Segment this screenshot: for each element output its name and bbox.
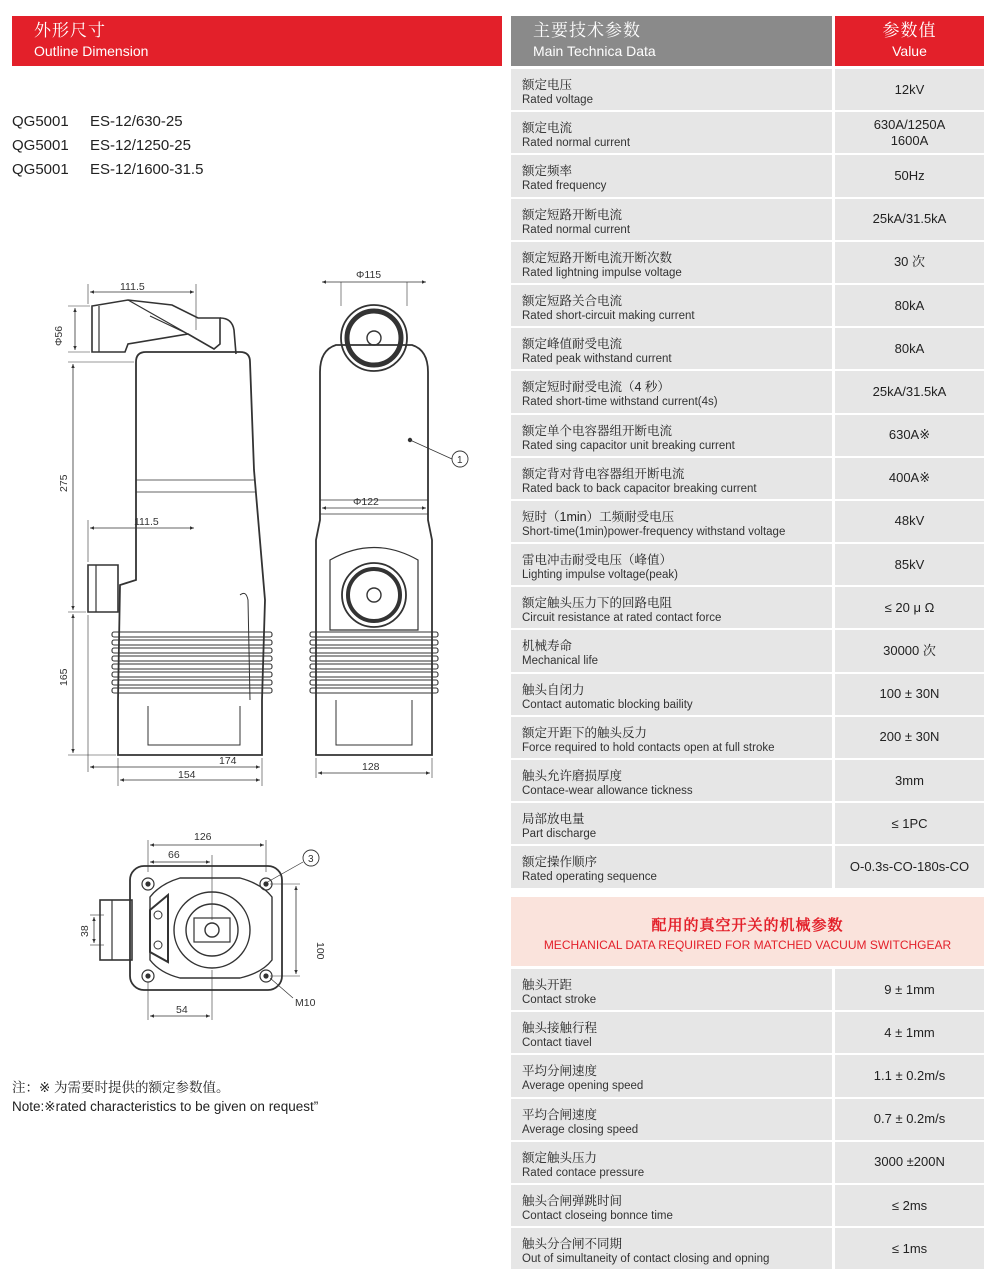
model-spec: ES-12/1250-25 [90,137,191,154]
param-cell [511,587,832,628]
model-spec: ES-12/630-25 [90,113,183,130]
dim-111-5-mid: 111.5 [134,516,159,528]
param-cell [511,803,832,844]
mechanical-data-banner [511,897,984,966]
value-cell: ≤ 20 μ Ω [835,587,984,628]
value-cell [835,112,984,153]
header-title-en: Outline Dimension [34,43,149,59]
dim-m10: M10 [295,997,316,1009]
value-cell: ≤ 1ms [835,1228,984,1269]
param-en: Rated operating sequence [522,871,657,884]
param-zh: 局部放电量 [522,812,585,827]
param-en: Mechanical life [522,655,599,668]
param-zh: 额定峰值耐受电流 [522,337,623,352]
param-zh: 额定短时耐受电流（4 秒） [522,380,670,395]
value-cell: 80kA [835,285,984,326]
param-zh: 额定单个电容器组开断电流 [522,423,673,438]
dim-126: 126 [194,831,212,843]
front-cooling-fins [310,632,438,693]
model-code: QG5001 [12,137,69,154]
param-cell [511,112,832,153]
param-en: Out of simultaneity of contact closing and opning [522,1253,770,1266]
dim-115: Φ115 [356,269,382,281]
side-view [53,281,272,786]
value-line: 1600A [890,132,929,148]
value-cell: 0.7 ± 0.2m/s [835,1099,984,1140]
main-data-header [511,16,832,66]
param-zh: 机械寿命 [522,639,573,654]
param-en: Rated lightning impulse voltage [522,266,682,279]
banner-title-zh: 配用的真空开关的机械参数 [651,917,844,934]
param-cell [511,458,832,499]
param-en: Rated normal current [522,223,631,236]
footnote-en: Note:※rated characteristics to be given on request” [12,1099,319,1114]
param-en: Rated short-time withstand current(4s) [522,396,718,409]
value-cell: 200 ± 30N [835,717,984,758]
callout-1: 1 [457,455,463,466]
param-en: Contact automatic blocking baility [522,698,693,711]
value-cell: 1.1 ± 0.2m/s [835,1055,984,1096]
param-cell [511,1142,832,1183]
table-row [511,285,984,326]
param-cell [511,969,832,1010]
value-cell: 3000 ±200N [835,1142,984,1183]
table-row [511,371,984,412]
banner-title-en: MECHANICAL DATA REQUIRED FOR MATCHED VACUUM SWITCHGEAR [543,938,952,952]
model-row [12,134,203,158]
param-en: Average opening speed [522,1080,644,1093]
value-header-en: Value [892,43,927,59]
value-cell: 12kV [835,69,984,110]
value-cell: 100 ± 30N [835,674,984,715]
param-en: Contact closeing bonnce time [522,1209,673,1222]
table-row [511,1228,984,1269]
param-en: Average closing speed [522,1123,639,1136]
value-cell: 630A※ [835,415,984,456]
param-zh: 触头合闸弹跳时间 [522,1193,623,1208]
table-row [511,501,984,542]
param-cell [511,328,832,369]
param-header-en: Main Technica Data [533,43,656,59]
table-row [511,458,984,499]
value-cell: 85kV [835,544,984,585]
table-row [511,969,984,1010]
param-cell [511,544,832,585]
dim-56: Φ56 [53,325,65,346]
dim-66: 66 [168,849,180,861]
value-cell: 9 ± 1mm [835,969,984,1010]
value-cell: 30000 次 [835,630,984,671]
value-cell: 3mm [835,760,984,801]
model-code: QG5001 [12,161,69,178]
param-en: Part discharge [522,828,597,841]
table-row [511,112,984,153]
value-cell: 25kA/31.5kA [835,371,984,412]
footnote-zh: 注：※ 为需要时提供的额定参数值。 [12,1080,230,1095]
param-en: Rated peak withstand current [522,353,672,366]
param-zh: 额定操作顺序 [522,855,598,870]
param-cell [511,1228,832,1269]
param-zh: 触头分合闸不同期 [522,1237,623,1252]
param-cell [511,155,832,196]
param-zh: 额定电压 [522,78,573,92]
param-zh: 额定短路关合电流 [522,293,623,308]
param-zh: 额定触头压力下的回路电阻 [522,596,673,611]
dim-128: 128 [362,761,380,773]
param-zh: 触头允许磨损厚度 [522,769,623,783]
param-en: Rated frequency [522,180,607,193]
param-cell [511,285,832,326]
value-cell: 48kV [835,501,984,542]
table-row [511,803,984,844]
footnote [12,1078,318,1116]
param-zh: 平均分闸速度 [522,1064,598,1079]
param-en: Rated sing capacitor unit breaking current [522,439,735,452]
table-row [511,242,984,283]
param-zh: 额定短路开断电流开断次数 [522,250,673,265]
table-row [511,199,984,240]
table-row [511,415,984,456]
table-row [511,587,984,628]
value-cell: ≤ 1PC [835,803,984,844]
callout-3: 3 [308,854,314,865]
table-row [511,328,984,369]
param-cell [511,717,832,758]
table-row [511,717,984,758]
table-row [511,544,984,585]
dim-54: 54 [176,1004,188,1016]
param-cell [511,630,832,671]
param-en: Circuit resistance at rated contact force [522,612,722,625]
model-list [12,110,203,182]
table-row [511,1012,984,1053]
param-cell [511,415,832,456]
value-cell: 50Hz [835,155,984,196]
param-zh: 额定电流 [522,121,573,136]
bottom-view [79,831,326,1020]
param-cell [511,1012,832,1053]
value-cell: O-0.3s-CO-180s-CO [835,846,984,887]
param-header-zh: 主要技术参数 [533,21,641,40]
dim-174: 174 [219,755,237,767]
table-row [511,1099,984,1140]
param-zh: 触头接触行程 [522,1021,598,1036]
param-zh: 短时（1min）工频耐受电压 [522,509,675,524]
value-header [835,16,984,66]
param-en: Short-time(1min)power-frequency withstand voltage [522,525,786,538]
param-en: Rated back to back capacitor breaking current [522,482,757,495]
param-en: Lighting impulse voltage(peak) [522,569,678,582]
param-en: Contace-wear allowance tickness [522,785,693,797]
table-row [511,1055,984,1096]
front-view [310,269,468,778]
value-cell: 80kA [835,328,984,369]
spec-table [511,69,984,890]
param-cell [511,846,832,887]
dim-165: 165 [58,668,70,686]
table-row [511,1185,984,1226]
cooling-fins [112,632,272,693]
model-row [12,110,203,134]
param-en: Rated normal current [522,137,631,150]
value-cell: 400A※ [835,458,984,499]
param-cell [511,674,832,715]
param-zh: 额定开距下的触头反力 [522,725,648,740]
value-cell: 25kA/31.5kA [835,199,984,240]
param-zh: 额定短路开断电流 [522,207,623,222]
outline-dimension-header [12,16,502,66]
dim-154: 154 [178,769,196,781]
param-cell [511,371,832,412]
table-row [511,846,984,887]
param-zh: 额定频率 [522,164,573,179]
param-zh: 额定触头压力 [522,1150,598,1165]
param-zh: 雷电冲击耐受电压（峰值） [522,553,673,568]
param-zh: 额定背对背电容器组开断电流 [522,466,685,481]
param-cell [511,242,832,283]
param-cell [511,1099,832,1140]
param-cell [511,1055,832,1096]
mechanical-spec-table [511,969,984,1271]
param-cell [511,69,832,110]
dim-38: 38 [79,925,91,937]
param-cell [511,1185,832,1226]
param-en: Rated voltage [522,94,593,106]
table-row [511,760,984,801]
model-spec: ES-12/1600-31.5 [90,161,204,178]
header-title-zh: 外形尺寸 [34,21,106,40]
param-cell [511,501,832,542]
model-row [12,158,203,182]
model-code: QG5001 [12,113,69,130]
param-cell [511,760,832,801]
param-en: Force required to hold contacts open at full stroke [522,741,775,754]
value-header-zh: 参数值 [882,21,937,40]
dim-100: 100 [314,942,326,960]
outline-drawing [0,240,505,1080]
value-line: 630A/1250A [873,116,946,132]
table-row [511,69,984,110]
dim-275: 275 [58,474,70,492]
param-en: Contact stroke [522,994,597,1006]
param-zh: 触头开距 [522,978,573,992]
value-cell: 4 ± 1mm [835,1012,984,1053]
param-zh: 平均合闸速度 [522,1107,598,1122]
table-row [511,674,984,715]
table-row [511,1142,984,1183]
param-en: Rated contace pressure [522,1166,645,1179]
param-en: Rated short-circuit making current [522,309,695,322]
value-cell: 30 次 [835,242,984,283]
param-en: Contact tiavel [522,1037,592,1050]
param-cell [511,199,832,240]
table-row [511,155,984,196]
dim-122: Φ122 [353,496,379,508]
dim-111-5-top: 111.5 [120,281,145,293]
param-zh: 触头自闭力 [522,682,585,697]
table-row [511,630,984,671]
value-cell: ≤ 2ms [835,1185,984,1226]
